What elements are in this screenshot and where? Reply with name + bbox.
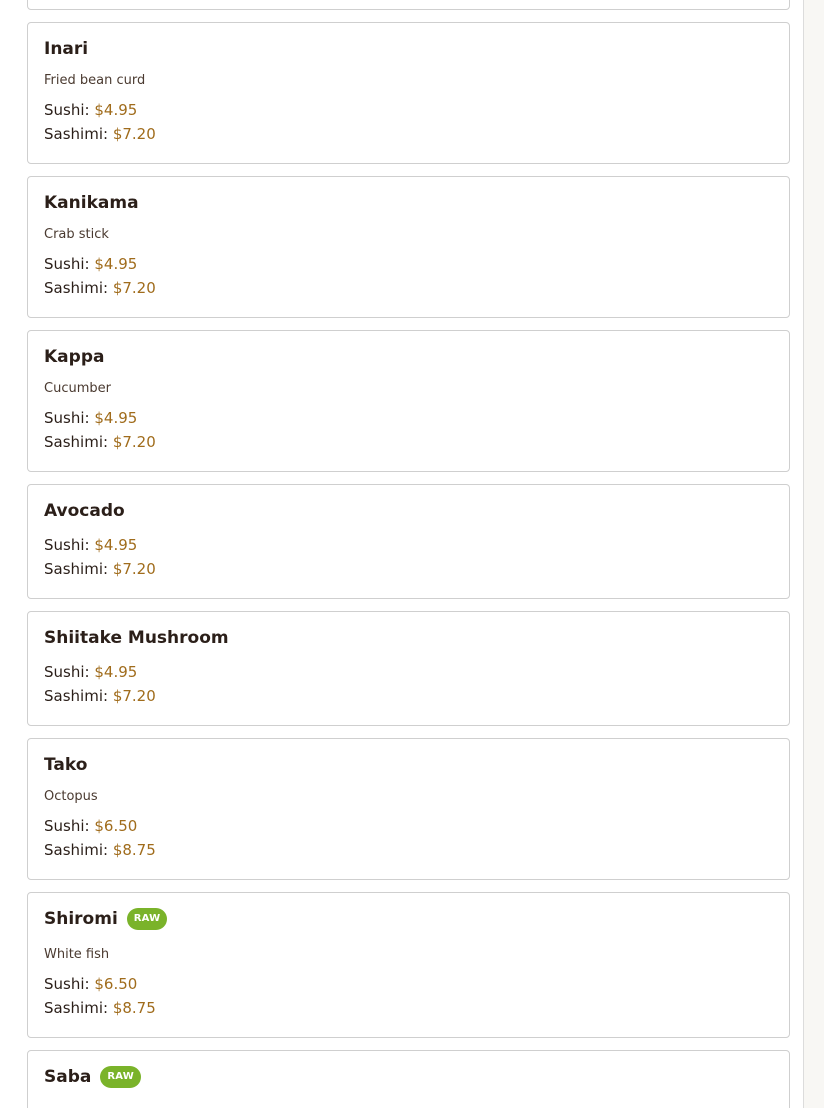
menu-item-card — [27, 176, 790, 318]
menu-item-description: Cucumber — [44, 381, 111, 396]
raw-badge: RAW — [127, 908, 168, 930]
menu-item-name: Kanikama — [44, 193, 139, 213]
menu-item-name: Inari — [44, 39, 89, 59]
menu-item-card-partial — [27, 0, 790, 10]
sushi-price: $4.95 — [94, 663, 138, 681]
sashimi-price-line — [44, 123, 156, 145]
sushi-price-line — [44, 99, 137, 121]
menu-item-card — [27, 484, 790, 599]
sashimi-price: $7.20 — [112, 687, 156, 705]
sashimi-label: Sashimi: — [44, 433, 109, 451]
sushi-label: Sushi: — [44, 817, 90, 835]
sashimi-label: Sashimi: — [44, 841, 109, 859]
sashimi-price-line — [44, 997, 156, 1019]
sushi-label: Sushi: — [44, 101, 90, 119]
menu-item-header — [44, 345, 104, 369]
menu-item-card — [27, 738, 790, 880]
menu-item-name: Shiitake Mushroom — [44, 628, 229, 648]
sushi-label: Sushi: — [44, 536, 90, 554]
menu-item-description: White fish — [44, 947, 110, 962]
sushi-price: $4.95 — [94, 101, 138, 119]
sashimi-label: Sashimi: — [44, 279, 109, 297]
menu-item-name: Saba — [44, 1067, 92, 1087]
sashimi-price: $8.75 — [112, 999, 156, 1017]
menu-item-card — [27, 611, 790, 726]
sashimi-price: $7.20 — [112, 125, 156, 143]
sushi-price-line — [44, 661, 137, 683]
sushi-price: $6.50 — [94, 817, 138, 835]
menu-item-header — [44, 1065, 141, 1089]
sushi-price-line — [44, 253, 137, 275]
menu-item-header — [44, 753, 87, 777]
menu-item-header — [44, 626, 229, 650]
sashimi-price-line — [44, 431, 156, 453]
menu-item-card — [27, 22, 790, 164]
sashimi-price: $7.20 — [112, 433, 156, 451]
sushi-price: $4.95 — [94, 409, 138, 427]
menu-item-name: Shiromi — [44, 909, 118, 929]
sashimi-label: Sashimi: — [44, 560, 109, 578]
sashimi-price: $7.20 — [112, 279, 156, 297]
sashimi-label: Sashimi: — [44, 687, 109, 705]
raw-badge: RAW — [100, 1066, 141, 1088]
sushi-price-line — [44, 534, 137, 556]
sushi-label: Sushi: — [44, 255, 90, 273]
sushi-price: $4.95 — [94, 536, 138, 554]
menu-item-card — [27, 892, 790, 1038]
sushi-price-line — [44, 815, 137, 837]
menu-item-name: Kappa — [44, 347, 105, 367]
menu-item-card — [27, 1050, 790, 1108]
sashimi-price-line — [44, 277, 156, 299]
menu-item-name: Avocado — [44, 501, 125, 521]
menu-item-header — [44, 191, 139, 215]
menu-item-card — [27, 330, 790, 472]
menu-item-name: Tako — [44, 755, 88, 775]
sashimi-price-line — [44, 839, 156, 861]
menu-item-description: Crab stick — [44, 227, 109, 242]
sashimi-price-line — [44, 685, 156, 707]
sushi-price-line — [44, 973, 137, 995]
sushi-price: $4.95 — [94, 255, 138, 273]
sushi-label: Sushi: — [44, 663, 90, 681]
sashimi-price: $7.20 — [112, 560, 156, 578]
sushi-label: Sushi: — [44, 975, 90, 993]
sushi-price: $6.50 — [94, 975, 138, 993]
menu-item-description: Fried bean curd — [44, 73, 146, 88]
menu-item-header — [44, 37, 88, 61]
menu-item-header — [44, 499, 125, 523]
menu-item-description: Octopus — [44, 789, 98, 804]
sashimi-label: Sashimi: — [44, 125, 109, 143]
sashimi-price: $8.75 — [112, 841, 156, 859]
menu-item-header — [44, 907, 167, 931]
sushi-label: Sushi: — [44, 409, 90, 427]
sushi-price-line — [44, 407, 137, 429]
sashimi-price-line — [44, 558, 156, 580]
sashimi-label: Sashimi: — [44, 999, 109, 1017]
